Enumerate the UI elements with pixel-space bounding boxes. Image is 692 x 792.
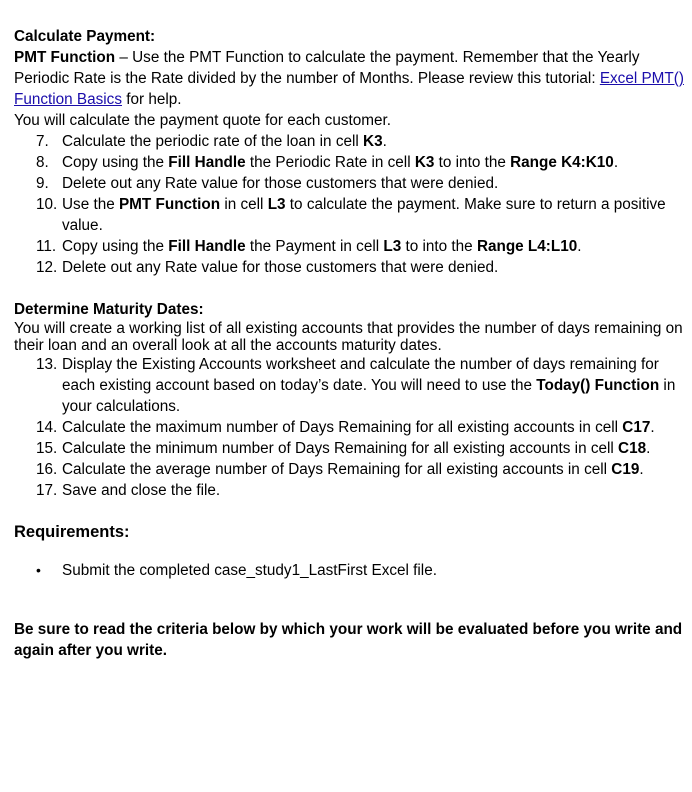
step-text: Copy using the	[62, 238, 169, 255]
step-9	[14, 173, 684, 194]
step-text: to into the	[401, 238, 477, 255]
maturity-steps	[14, 354, 684, 501]
cell-ref: K3	[414, 154, 435, 171]
step-text: Delete out any Rate value for those customers that were denied.	[62, 175, 499, 192]
cell-ref: L3	[383, 238, 402, 255]
closing-note: Be sure to read the criteria below by which your work will be evaluated before you write and again after you write.	[14, 621, 683, 659]
step-number: 9.	[36, 175, 49, 192]
cell-ref: L3	[267, 196, 286, 213]
pmt-function-term: PMT Function	[118, 196, 221, 213]
spacer	[14, 543, 684, 560]
step-17	[14, 480, 684, 501]
maturity-lead: You will create a working list of all existing accounts that provides the number of days remaining on their loan and an overall look at all the accounts maturity dates.	[14, 320, 683, 354]
step-text: .	[382, 133, 387, 150]
step-text: Display the Existing Accounts worksheet and calculate the number of days remaining for each existing account based on today’s date. You will need to use the	[62, 356, 659, 394]
step-16	[14, 459, 684, 480]
step-text: .	[613, 154, 619, 171]
requirements-heading: Requirements:	[14, 523, 130, 541]
step-text: in your calculations.	[62, 377, 676, 415]
step-text: the Periodic Rate in cell	[245, 154, 415, 171]
step-number: 12.	[36, 259, 58, 276]
fill-handle-term: Fill Handle	[168, 154, 246, 171]
step-number: 17.	[36, 482, 58, 499]
calc-payment-steps	[14, 131, 684, 278]
calc-payment-heading: Calculate Payment:	[14, 28, 156, 45]
step-text: Calculate the maximum number of Days Remaining for all existing accounts in cell	[62, 419, 623, 436]
step-7	[14, 131, 684, 152]
step-number: 15.	[36, 440, 58, 457]
step-11	[14, 236, 684, 257]
step-number: 16.	[36, 461, 58, 478]
step-text: Copy using the	[62, 154, 169, 171]
requirement-text: Submit the completed case_study1_LastFirst Excel file.	[62, 562, 437, 579]
cell-ref: C19	[611, 461, 640, 478]
requirement-item	[14, 560, 684, 581]
cell-ref: C18	[618, 440, 647, 457]
step-number: 13.	[36, 356, 58, 373]
pmt-intro-paragraph	[14, 47, 684, 110]
step-text: Save and close the file.	[62, 482, 221, 499]
step-number: 8.	[36, 154, 49, 171]
step-15	[14, 438, 684, 459]
step-text: .	[639, 461, 644, 478]
pmt-function-term: PMT Function	[14, 49, 116, 66]
step-text: Use the	[62, 196, 119, 213]
step-text: .	[646, 440, 651, 457]
step-text: .	[650, 419, 655, 436]
cell-ref: K3	[363, 133, 383, 150]
step-text: Calculate the minimum number of Days Remaining for all existing accounts in cell	[62, 440, 619, 457]
step-10	[14, 194, 684, 236]
spacer	[14, 501, 684, 522]
step-number: 14.	[36, 419, 58, 436]
step-text: to calculate the payment. Make sure to return a positive value.	[62, 196, 666, 234]
pmt-intro-suffix: for help.	[121, 91, 182, 108]
step-text: Calculate the periodic rate of the loan in cell	[62, 133, 364, 150]
step-text: in cell	[220, 196, 268, 213]
cell-ref: C17	[622, 419, 651, 436]
requirements-list	[14, 560, 684, 581]
today-function-term: Today() Function	[536, 377, 660, 394]
spacer	[14, 581, 684, 619]
pmt-tutorial-link[interactable]: Excel PMT() Function Basics	[14, 70, 684, 108]
pmt-intro-text: – Use the PMT Function to calculate the payment. Remember that the Yearly Periodic Rate is the Rate divided by the number of Months. Please review this tutorial:	[14, 49, 640, 87]
range-ref: Range K4:K10	[510, 154, 614, 171]
calc-payment-lead: You will calculate the payment quote for each customer.	[14, 112, 391, 129]
step-14	[14, 417, 684, 438]
bullet-icon: •	[36, 562, 41, 578]
step-text: the Payment in cell	[245, 238, 384, 255]
maturity-heading: Determine Maturity Dates:	[14, 301, 204, 318]
step-text: Delete out any Rate value for those customers that were denied.	[62, 259, 499, 276]
step-text: .	[577, 238, 582, 255]
step-13	[14, 354, 684, 417]
fill-handle-term: Fill Handle	[168, 238, 246, 255]
step-number: 7.	[36, 133, 49, 150]
document-page	[14, 26, 684, 661]
step-number: 11.	[36, 238, 57, 255]
step-text: Calculate the average number of Days Remaining for all existing accounts in cell	[62, 461, 612, 478]
spacer	[14, 278, 684, 299]
range-ref: Range L4:L10	[476, 238, 578, 255]
step-text: to into the	[434, 154, 511, 171]
step-number: 10.	[36, 196, 58, 213]
step-12	[14, 257, 684, 278]
step-8	[14, 152, 684, 173]
